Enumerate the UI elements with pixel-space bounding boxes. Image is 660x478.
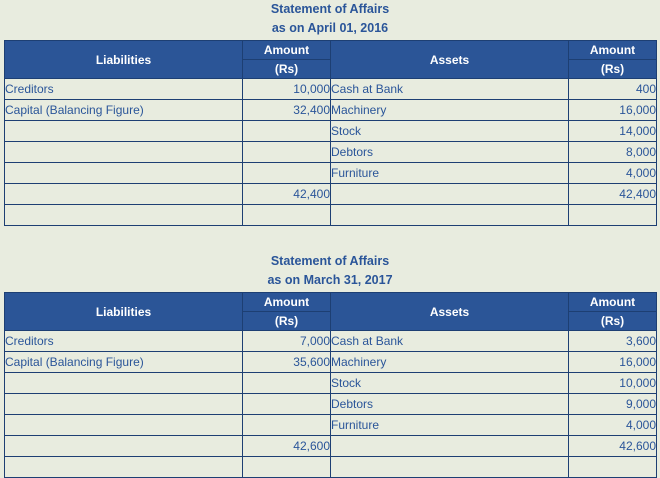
statement-2-table-head — [5, 293, 657, 331]
cell-rule-spacer-left — [5, 457, 243, 478]
cell-liabilities-total: 42,400 — [243, 184, 331, 205]
cell-liability — [5, 121, 243, 142]
cell-asset-amount: 3,600 — [569, 331, 657, 352]
header-amount-liabilities-line2: (Rs) — [243, 60, 331, 79]
statement-1-table-body — [5, 79, 657, 226]
cell-asset-amount: 8,000 — [569, 142, 657, 163]
cell-asset-amount: 10,000 — [569, 373, 657, 394]
cell-total-spacer-right — [331, 436, 569, 457]
table-row — [5, 373, 657, 394]
cell-liability: Creditors — [5, 79, 243, 100]
cell-liability-amount — [243, 394, 331, 415]
cell-liability-amount — [243, 415, 331, 436]
header-liabilities: Liabilities — [5, 293, 243, 331]
cell-asset: Furniture — [331, 415, 569, 436]
cell-asset-amount: 16,000 — [569, 100, 657, 121]
cell-rule-spacer-right — [331, 457, 569, 478]
cell-liability-amount: 7,000 — [243, 331, 331, 352]
cell-asset-amount: 16,000 — [569, 352, 657, 373]
cell-asset: Cash at Bank — [331, 331, 569, 352]
cell-liability: Capital (Balancing Figure) — [5, 100, 243, 121]
table-row — [5, 121, 657, 142]
header-amount-liabilities-line1: Amount — [243, 293, 331, 312]
cell-liability — [5, 394, 243, 415]
header-liabilities: Liabilities — [5, 41, 243, 79]
cell-asset: Furniture — [331, 163, 569, 184]
cell-liabilities-double-rule — [243, 205, 331, 226]
cell-asset: Stock — [331, 373, 569, 394]
header-amount-liabilities-line1: Amount — [243, 41, 331, 60]
cell-asset: Machinery — [331, 352, 569, 373]
cell-asset-amount: 14,000 — [569, 121, 657, 142]
cell-assets-total: 42,600 — [569, 436, 657, 457]
cell-assets-total: 42,400 — [569, 184, 657, 205]
cell-liability — [5, 163, 243, 184]
cell-asset-amount: 400 — [569, 79, 657, 100]
section-gap — [0, 226, 660, 252]
statement-1-title-line1: Statement of Affairs — [270, 2, 390, 16]
table-row — [5, 415, 657, 436]
cell-total-spacer-left — [5, 184, 243, 205]
statement-1-table — [4, 40, 657, 226]
table-row — [5, 331, 657, 352]
header-amount-assets-line1: Amount — [569, 293, 657, 312]
header-amount-liabilities-line2: (Rs) — [243, 312, 331, 331]
statement-2-title-line1: Statement of Affairs — [270, 254, 390, 268]
cell-rule-spacer-left — [5, 205, 243, 226]
statement-2-title-line2: as on March 31, 2017 — [267, 273, 393, 287]
table-row-rule — [5, 457, 657, 478]
cell-liability — [5, 142, 243, 163]
cell-total-spacer-right — [331, 184, 569, 205]
cell-asset: Machinery — [331, 100, 569, 121]
cell-asset: Debtors — [331, 394, 569, 415]
cell-asset: Stock — [331, 121, 569, 142]
cell-liability-amount: 35,600 — [243, 352, 331, 373]
cell-asset-amount: 4,000 — [569, 415, 657, 436]
cell-rule-spacer-right — [331, 205, 569, 226]
cell-asset-amount: 4,000 — [569, 163, 657, 184]
table-row — [5, 79, 657, 100]
statement-block-1 — [0, 0, 660, 226]
cell-total-spacer-left — [5, 436, 243, 457]
cell-asset: Debtors — [331, 142, 569, 163]
statement-1-table-head — [5, 41, 657, 79]
cell-liability-amount — [243, 163, 331, 184]
cell-assets-double-rule — [569, 205, 657, 226]
table-row — [5, 142, 657, 163]
statement-2-table-body — [5, 331, 657, 478]
header-assets: Assets — [331, 293, 569, 331]
cell-liabilities-total: 42,600 — [243, 436, 331, 457]
header-amount-assets-line1: Amount — [569, 41, 657, 60]
statement-2-table — [4, 292, 657, 478]
cell-asset-amount: 9,000 — [569, 394, 657, 415]
table-row-total — [5, 436, 657, 457]
cell-liability-amount — [243, 121, 331, 142]
statement-block-2 — [0, 252, 660, 478]
cell-liability — [5, 373, 243, 394]
header-amount-assets-line2: (Rs) — [569, 312, 657, 331]
header-amount-assets-line2: (Rs) — [569, 60, 657, 79]
table-row — [5, 163, 657, 184]
cell-asset: Cash at Bank — [331, 79, 569, 100]
statement-1-title-line2: as on April 01, 2016 — [271, 21, 389, 35]
cell-liability-amount — [243, 142, 331, 163]
cell-liabilities-double-rule — [243, 457, 331, 478]
table-row — [5, 352, 657, 373]
table-row — [5, 100, 657, 121]
table-row-total — [5, 184, 657, 205]
header-assets: Assets — [331, 41, 569, 79]
cell-assets-double-rule — [569, 457, 657, 478]
cell-liability-amount: 10,000 — [243, 79, 331, 100]
table-row-rule — [5, 205, 657, 226]
cell-liability: Creditors — [5, 331, 243, 352]
cell-liability — [5, 415, 243, 436]
cell-liability: Capital (Balancing Figure) — [5, 352, 243, 373]
cell-liability-amount: 32,400 — [243, 100, 331, 121]
table-row — [5, 394, 657, 415]
cell-liability-amount — [243, 373, 331, 394]
